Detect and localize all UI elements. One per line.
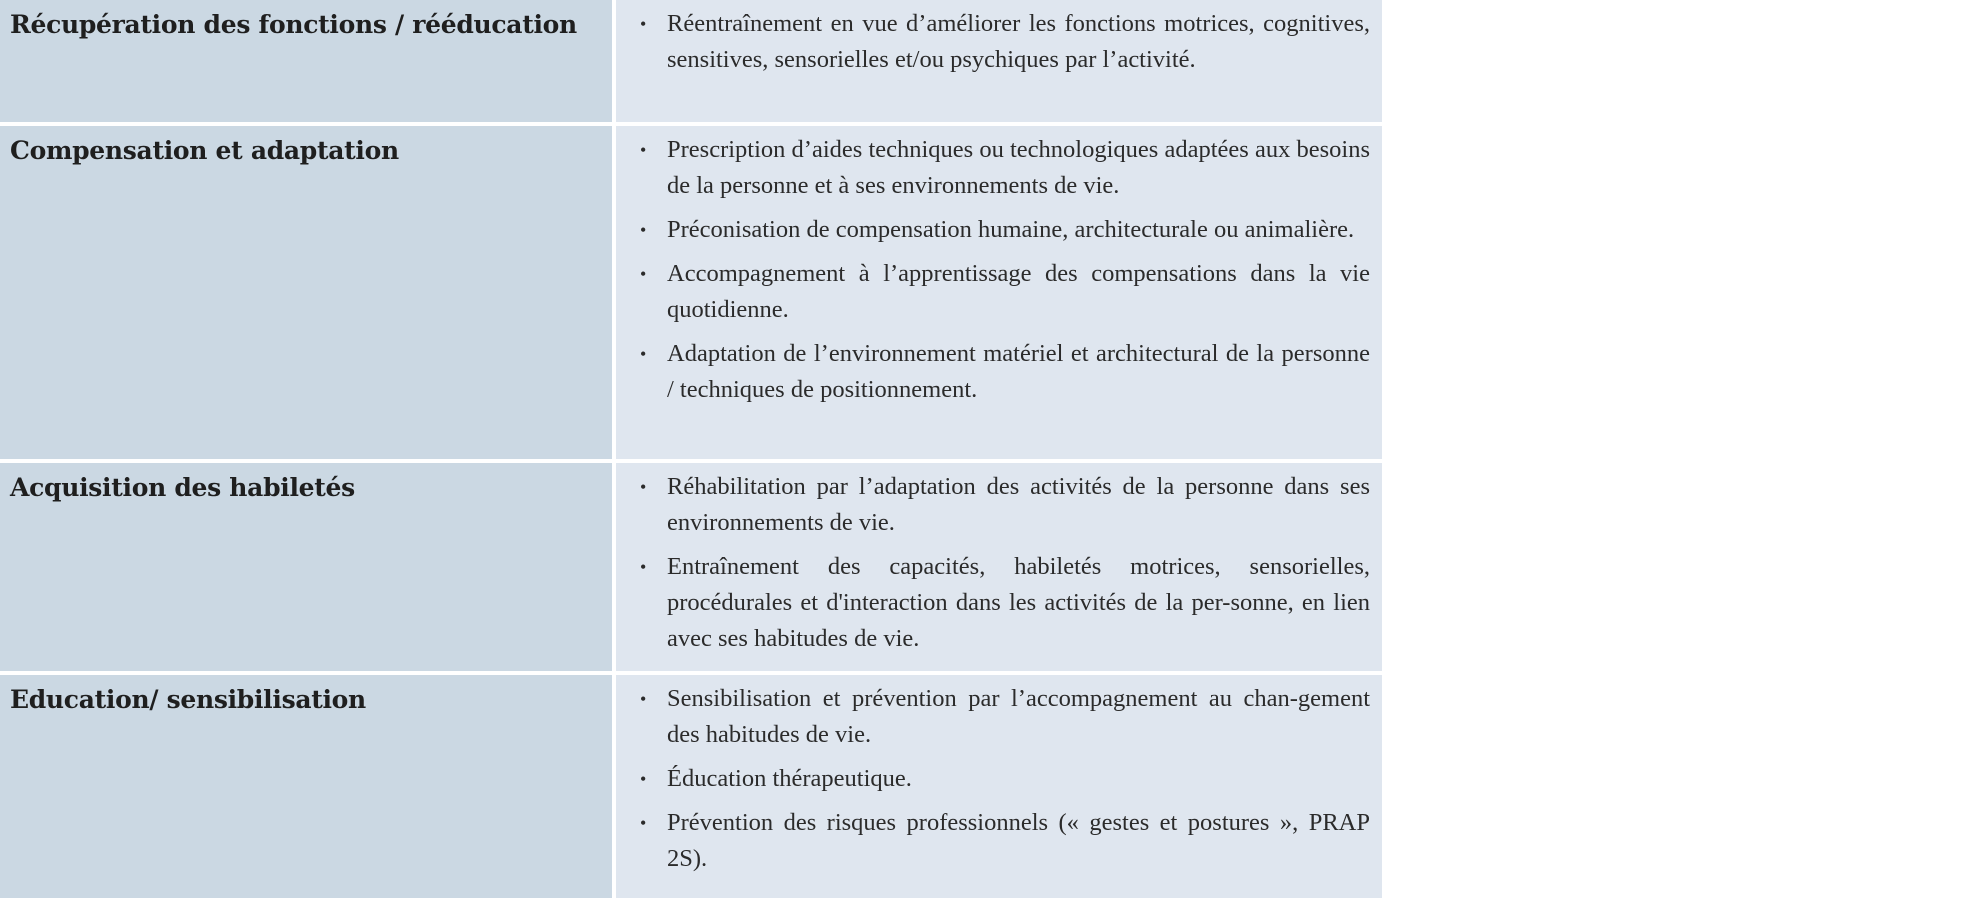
bullet-icon: • [640, 14, 647, 34]
bullet-icon: • [640, 557, 647, 577]
table-row [0, 0, 1382, 122]
bullet-icon: • [640, 220, 647, 240]
bullet-icon: • [640, 344, 647, 364]
category-cell: Récupération des fonctions / rééducation [0, 0, 612, 122]
bullet-icon: • [640, 689, 647, 709]
list-item: • Adaptation de l’environnement matériel et architectural de la personne / techniques de positionnement. [630, 336, 1370, 408]
items-cell [616, 0, 1382, 122]
bullet-icon: • [640, 264, 647, 284]
list-item: • Éducation thérapeutique. [630, 761, 1370, 797]
bullet-icon: • [640, 477, 647, 497]
bullet-icon: • [640, 769, 647, 789]
items-cell [616, 463, 1382, 671]
category-cell: Compensation et adaptation [0, 126, 612, 459]
category-cell: Education/ sensibilisation [0, 675, 612, 898]
bullet-icon: • [640, 140, 647, 160]
table-row [0, 126, 1382, 459]
items-cell [616, 675, 1382, 898]
item-list [630, 681, 1370, 877]
list-item: • Réhabilitation par l’adaptation des activités de la personne dans ses environnements de vie. [630, 469, 1370, 541]
list-item: • Prescription d’aides techniques ou technologiques adaptées aux besoins de la personne et à ses environnements de vie. [630, 132, 1370, 204]
list-item: • Prévention des risques professionnels (« gestes et postures », PRAP 2S). [630, 805, 1370, 877]
list-item: • Réentraînement en vue d’améliorer les fonctions motrices, cognitives, sensitives, sensorielles et/ou psychiques par l’activité. [630, 6, 1370, 78]
list-item: • Sensibilisation et prévention par l’accompagnement au chan-gement des habitudes de vie. [630, 681, 1370, 753]
item-list [630, 469, 1370, 657]
list-item: • Entraînement des capacités, habiletés motrices, sensorielles, procédurales et d'interaction dans les activités de la per-sonne, en lien avec ses habitudes de vie. [630, 549, 1370, 657]
list-item: • Préconisation de compensation humaine, architecturale ou animalière. [630, 212, 1370, 248]
list-item: • Accompagnement à l’apprentissage des compensations dans la vie quotidienne. [630, 256, 1370, 328]
category-cell: Acquisition des habiletés [0, 463, 612, 671]
item-list [630, 132, 1370, 408]
item-list [630, 6, 1370, 78]
items-cell [616, 126, 1382, 459]
bullet-icon: • [640, 813, 647, 833]
table-row [0, 463, 1382, 671]
table-row [0, 675, 1382, 898]
